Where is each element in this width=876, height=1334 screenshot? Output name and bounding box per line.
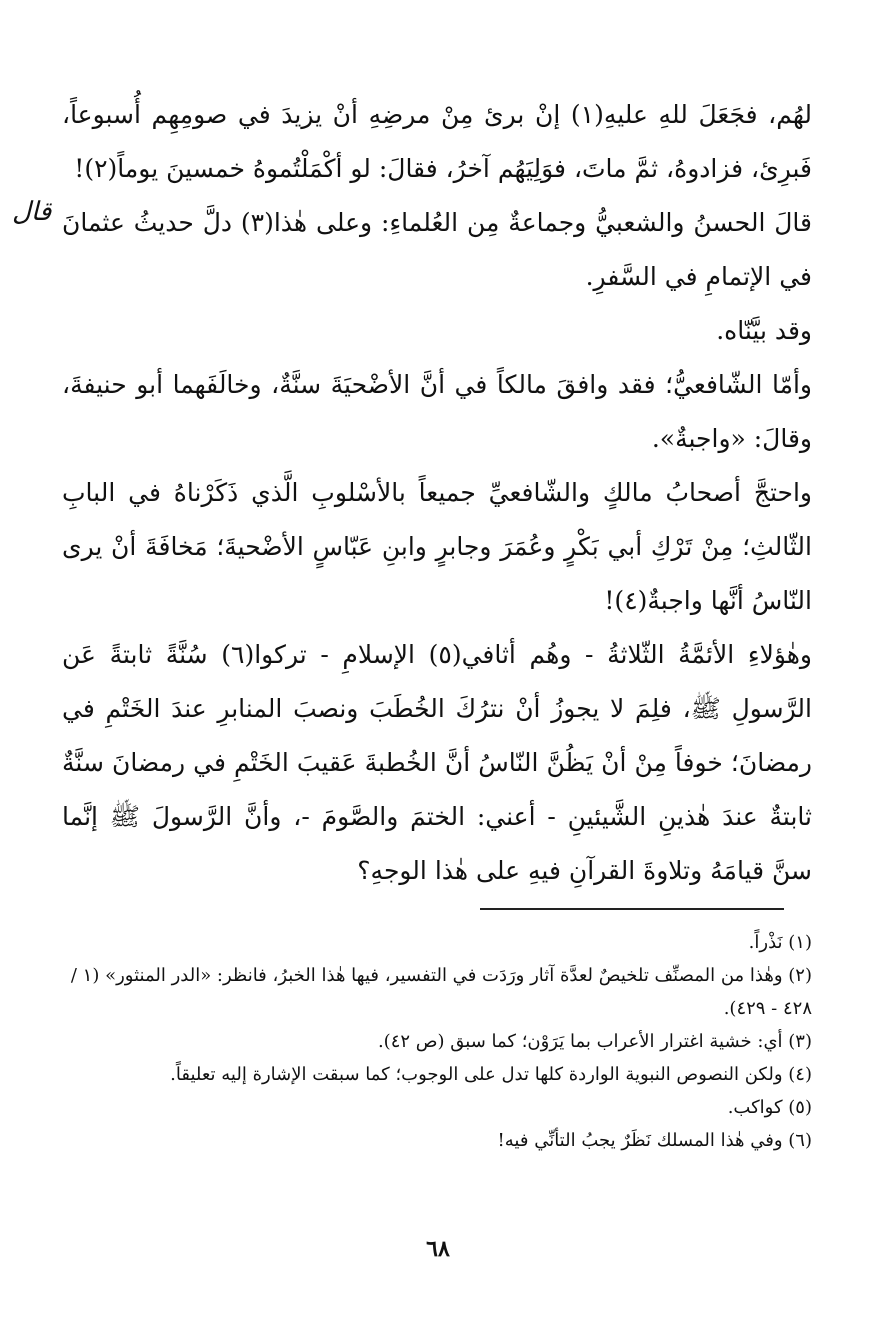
paragraph-5: واحتجَّ أصحابُ مالكٍ والشّافعيِّ جميعاً بالأسْلوبِ الَّذي ذَكَرْناهُ في البابِ الثّالثِ؛ مِنْ تَرْكِ أبي بَكْرٍ وعُمَرَ وجابرٍ وابنِ عَبّاسٍ الأضْحيةَ؛ مَخافَةَ أنْ يرى النّاسُ أنَّها واجبةٌ(٤)! — [62, 478, 812, 615]
footnote-6: (٦) وفي هٰذا المسلك نَظَرٌ يجبُ التأنِّي فيه! — [497, 1130, 812, 1151]
margin-handwritten-note: قال — [12, 197, 52, 227]
footnote-2: (٢) وهٰذا من المصنِّف تلخيصٌ لعدَّة آثار ورَدَت في التفسير، فيها هٰذا الخبرُ، فانظر: «الدر المنثور» (١ / ٤٢٨ - ٤٢٩). — [70, 965, 812, 1019]
main-text — [62, 88, 812, 898]
footnote-3: (٣) أي: خشية اغترار الأعراب بما يَرَوْن؛ كما سبق (ص ٤٢). — [377, 1031, 812, 1052]
footnote-5: (٥) كواكب. — [727, 1097, 812, 1118]
footnote-divider — [480, 908, 784, 910]
footnote-1: (١) نَذْراً. — [748, 932, 812, 953]
paragraph-2: قالَ الحسنُ والشعبيُّ وجماعةٌ مِن العُلماءِ: وعلى هٰذا(٣) دلَّ حديثُ عثمانَ في الإتمامِ في السَّفرِ. — [62, 208, 812, 291]
paragraph-1: لهُم، فجَعَلَ للهِ عليهِ(١) إنْ برئ مِنْ مرضِهِ أنْ يزيدَ في صومِهِم أُسبوعاً، فَبرِئ، فزادوهُ، ثمَّ ماتَ، فوَلِيَهُم آخرُ، فقالَ: لو أكْمَلْتُموهُ خمسينَ يوماً(٢)! — [62, 100, 812, 183]
footnote-4: (٤) ولكن النصوص النبوية الواردة كلها تدل على الوجوب؛ كما سبقت الإشارة إليه تعليقاً. — [170, 1064, 812, 1085]
footnotes — [40, 926, 812, 1157]
paragraph-3: وقد بيَّنّاه. — [716, 316, 812, 345]
page-number: ٦٨ — [426, 1236, 450, 1262]
paragraph-6: وهٰؤلاءِ الأئمَّةُ الثّلاثةُ - وهُم أثافي(٥) الإسلامِ - تركوا(٦) سُنَّةً ثابتةً عَن الرَّسولِ ﷺ، فلِمَ لا يجوزُ أنْ نترُكَ الخُطَبَ ونصبَ المنابرِ عندَ الخَتْمِ في رمضانَ؛ خوفاً مِنْ أنْ يَظُنَّ النّاسُ أنَّ الخُطبةَ عَقيبَ الخَتْمِ في رمضانَ سنَّةٌ ثابتةٌ عندَ هٰذينِ الشَّيئينِ - أعني: الختمَ والصَّومَ -، وأنَّ الرَّسولَ ﷺ إنَّما سنَّ قيامَهُ وتلاوةَ القرآنِ فيهِ على هٰذا الوجهِ؟ — [62, 640, 812, 885]
paragraph-4: وأمّا الشّافعيُّ؛ فقد وافقَ مالكاً في أنَّ الأضْحيَةَ سنَّةٌ، وخالَفَهما أبو حنيفةَ، وقالَ: «واجبةٌ». — [62, 370, 812, 453]
